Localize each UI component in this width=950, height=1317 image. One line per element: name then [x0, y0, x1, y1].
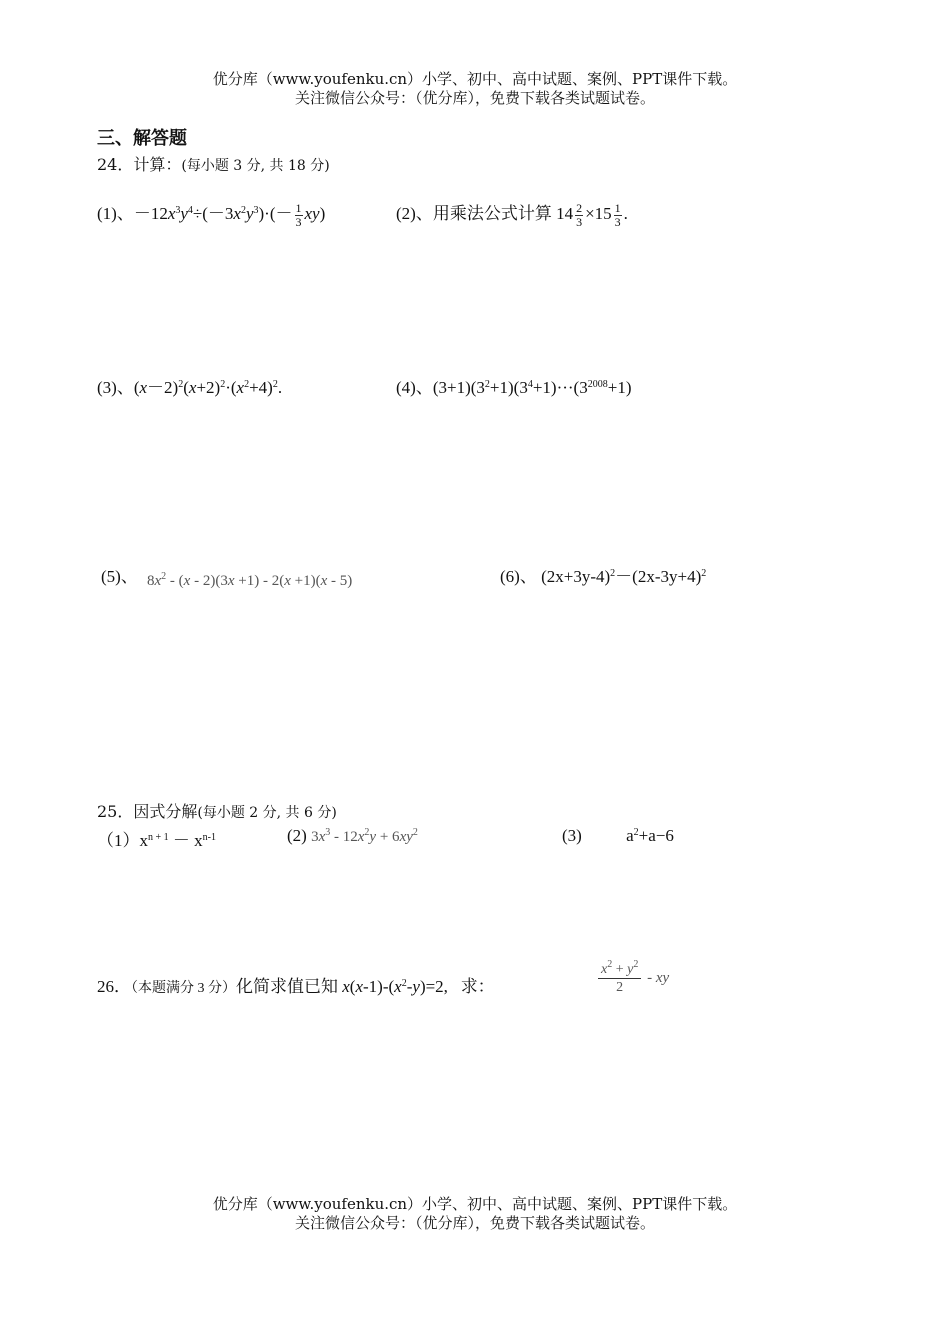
- q24-part4: (4)、$(3+1)(3^2+1)(3^4+1)\cdot\cdot\cdot(3^{2008}+1)$: [396, 378, 632, 397]
- q24-part5-label: (5)、: [101, 567, 138, 586]
- fraction-one-third: $\frac{1}{3}$: [295, 200, 302, 229]
- q24-part3: (3)、$(x-2)^2(x+2)^2\cdot(x^2+4)^2$.: [97, 378, 283, 397]
- q25-part1: $(1)x^{n + 1} - x^{n-1}$: [97, 831, 216, 850]
- q24-part1: (1)、$-12x^3y^4\div(-3x^2y^3)\cdot(-$ $\frac{1}{3}$ xy): [97, 200, 326, 229]
- q24-part5-expression: $8x^2 - (x - 2)(3x +1) - 2(x +1)(x - 5)$: [147, 571, 353, 589]
- footer-line-1: 优分库（www.youfenku.cn）小学、初中、高中试题、案例、PPT课件下载。: [212, 1195, 738, 1213]
- q26-expression: $\frac{x^2 + y^2}{2}$ - xy: [596, 961, 669, 996]
- section-title: 三、解答题: [97, 128, 187, 149]
- q24-part6: (6)、 $(2x+3y-4)^2-(2x-3y+4)^2$: [500, 567, 707, 586]
- q24-title: 24．计算：(每小题 3 分, 共 18 分): [97, 155, 330, 174]
- footer-line-2: 关注微信公众号：（优分库），免费下载各类试题试卷。: [294, 1214, 655, 1232]
- q25-title: 25．因式分解(每小题 2 分, 共 6 分): [97, 802, 337, 821]
- q25-part2: (2) $3x^3 - 12x^2y + 6xy^2$: [287, 826, 418, 845]
- header-line-1: 优分库（www.youfenku.cn）小学、初中、高中试题、案例、PPT课件下载。: [212, 70, 738, 88]
- q24-part2: (2)、用乘法公式计算 14 $\frac{2}{3}$ ×15 $\frac{1}{3}$ .: [396, 200, 628, 229]
- q25-part3: (3) $a^2+a-6$: [562, 826, 674, 845]
- header-line-2: 关注微信公众号：（优分库），免费下载各类试题试卷。: [294, 89, 655, 107]
- q26-question: 26．（本题满分 3 分）化简求值已知 $x(x-1)-(x^2-y)=2$, 求：: [97, 977, 495, 996]
